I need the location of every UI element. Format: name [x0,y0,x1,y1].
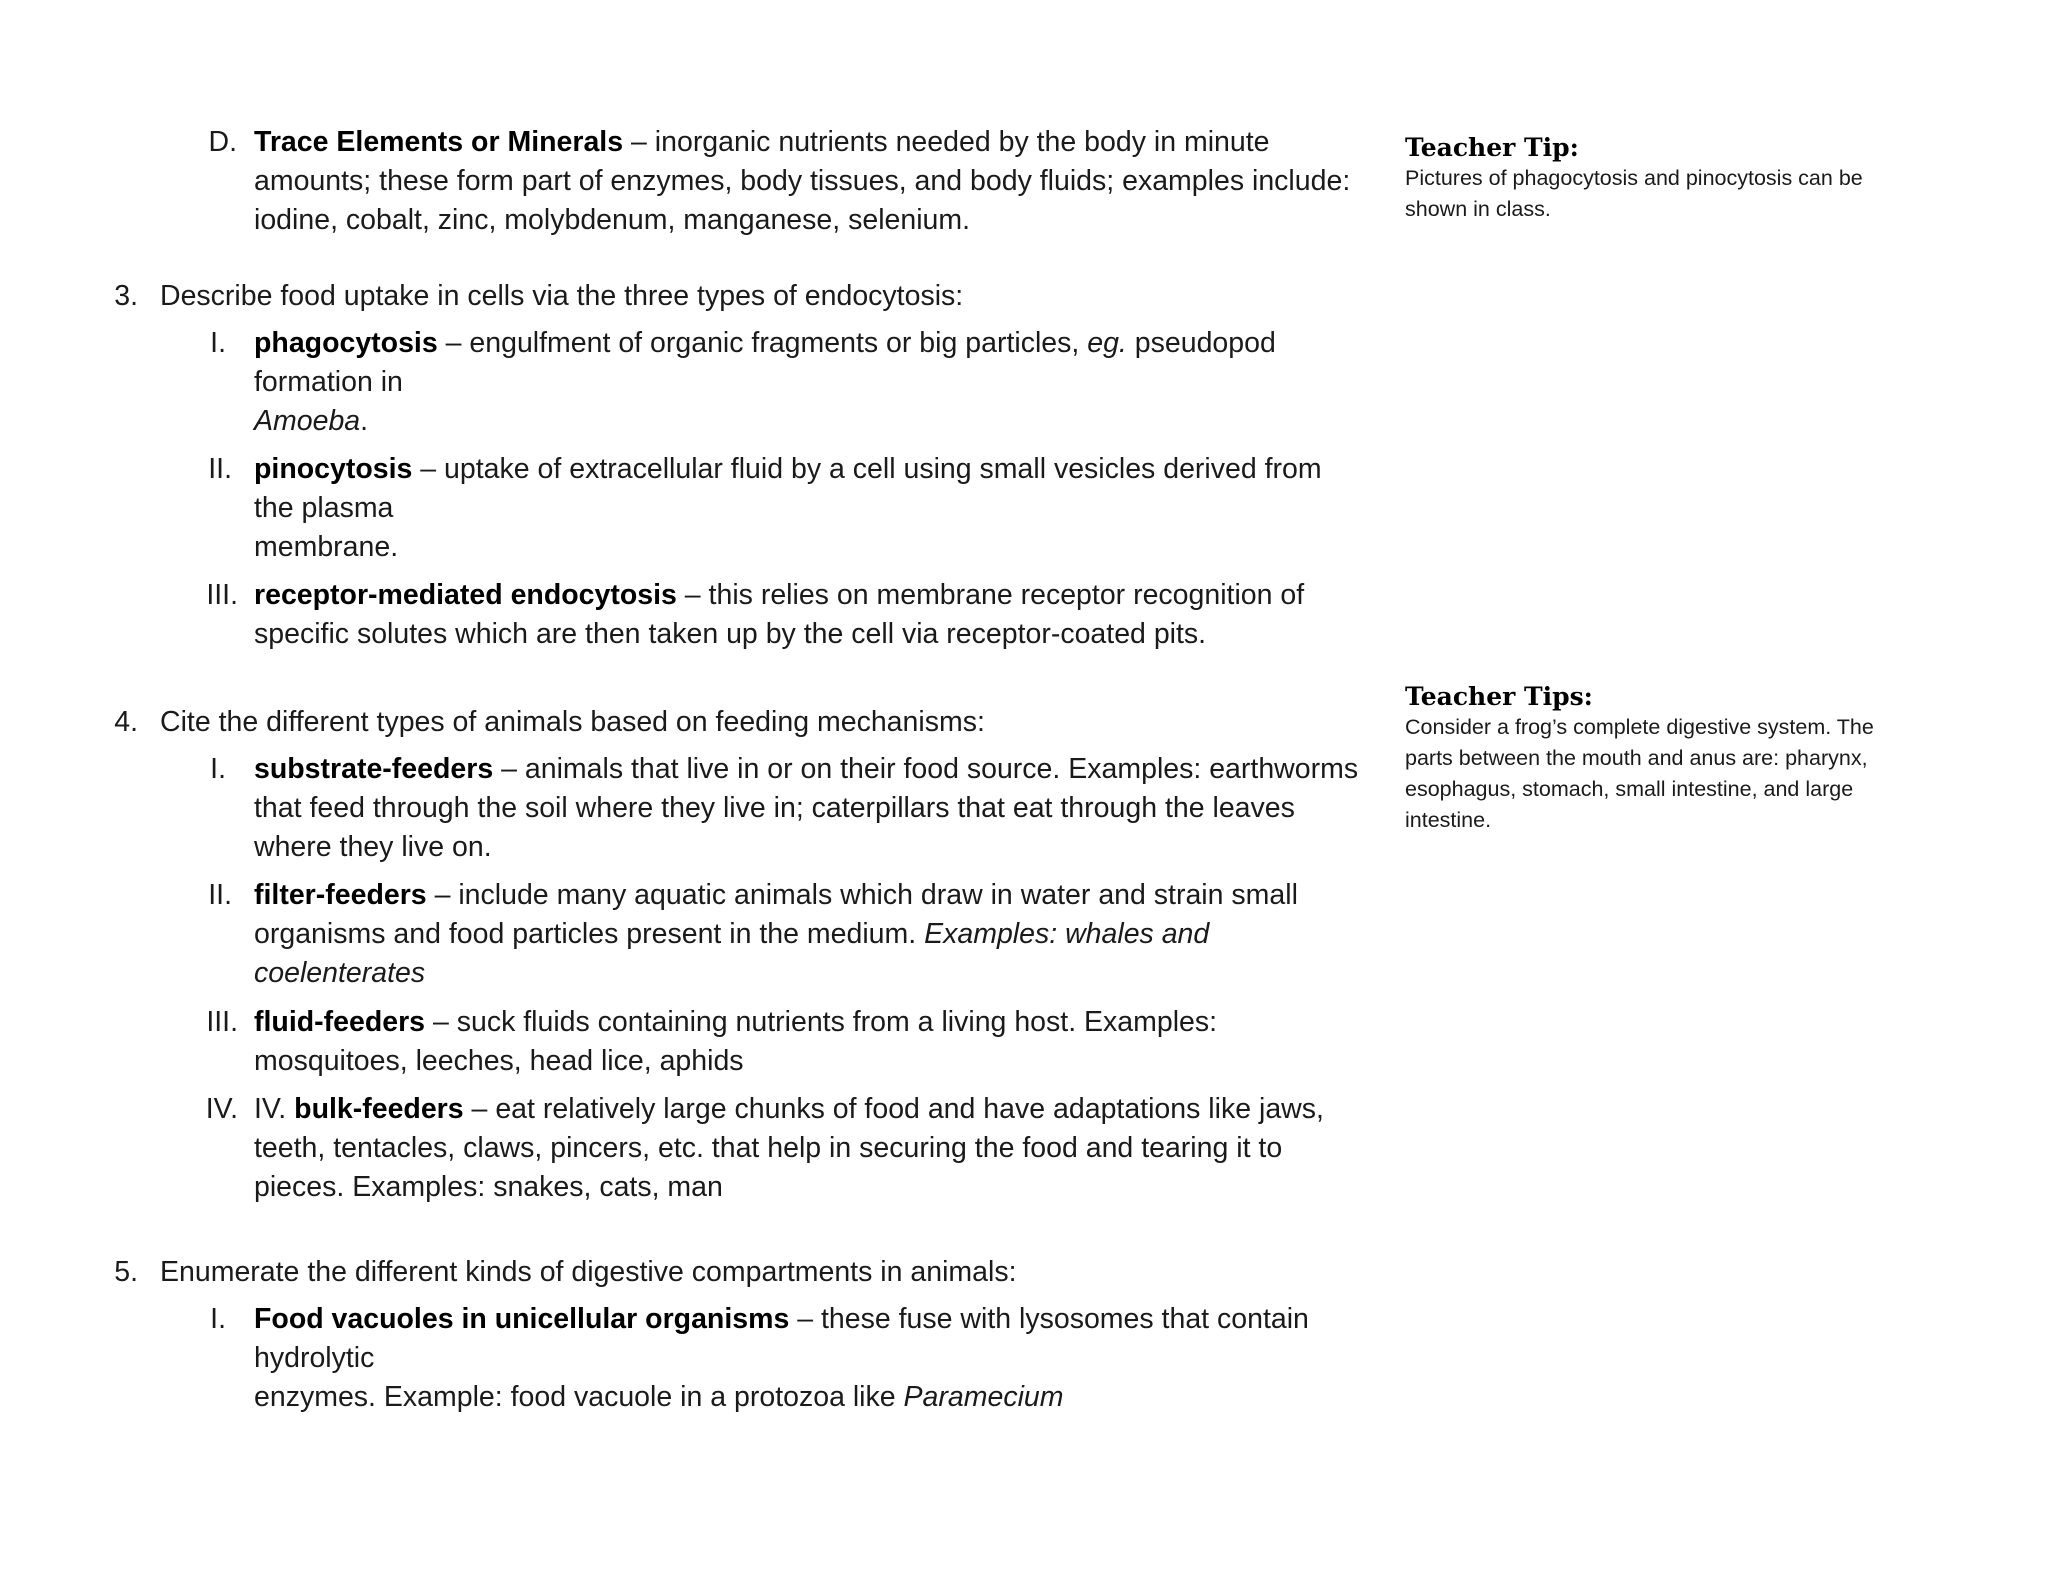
list-marker: 3. [114,280,138,312]
term: substrate-feeders [254,753,494,785]
list-marker: IV. [205,1093,238,1125]
term: receptor-mediated endocytosis [254,579,677,611]
list-marker: I. [210,1303,226,1335]
main-content: D. Trace Elements or Minerals – inorganic nutrients needed by the body in minute amounts; these form part of enzymes, body tissues, and body fluids; examples include: iodine, cobalt, zinc, molybdenum, manganese, selenium. 3. Describe food uptake in cells via the three types of endocytosis: I. phagocytosis – engulfment of organic fragments or big particles, eg. pseudopod formation in Amoeba. II. pinocytosis – uptake of extracellular fluid by a cell using small vesicles derived from the plasma membrane. III. receptor-mediated endocytosis – this relies on membrane receptor recognition of specific solutes which are then taken up by the cell via receptor-coated pits. 4. Cite the different types of animals based on feeding mechanisms: I. substrate-feeders – animals that live in or on their food source. Examples: earthworms that feed through the soil where they live in; caterpillars that eat through the leaves where they live on. II. filter-feeders – include many aquatic animals which draw in water and strain small organisms and food particles present in the medium. Examples: whales and coelenterates III. fluid-feeders – suck fluids containing nutrients from a living host. Examples: mosquitoes, leeches, head lice, aphids IV. IV. bulk-feeders – eat relatively large chunks of food and have adaptations like jaws, teeth, tentacles, claws, pincers, etc. that help in securing the food and tearing it to pieces. Examples: snakes, cats, man 5. Enumerate the different kinds of digestive compartments in animals: I. Food vacuoles in unicellular organisms – these fuse with lysosomes that contain hydrolytic enzymes. Example: food vacuole in a protozoa like Paramecium [0,0,1380,1582]
term: phagocytosis [254,327,438,359]
question-text: Enumerate the different kinds of digestive compartments in animals: [160,1256,1017,1288]
list-marker: I. [210,327,226,359]
teacher-tips-box: Teacher Tips: Consider a frog’s complete digestive system. The parts between the mouth and anus are: pharynx, esophagus, stomach, small intestine, and large intestine. [1405,682,1965,836]
term: Food vacuoles in unicellular organisms [254,1303,790,1335]
list-marker: 5. [114,1256,138,1288]
term: pinocytosis [254,453,413,485]
list-marker: II. [208,879,232,911]
list-marker: D. [208,126,237,158]
list-marker: II. [208,453,232,485]
list-marker: 4. [114,706,138,738]
teacher-tips-sidebar [1405,0,2005,1582]
list-marker: I. [210,753,226,785]
term: bulk-feeders [294,1093,464,1125]
list-marker: III. [206,579,238,611]
teacher-tip-box: Teacher Tip: Pictures of phagocytosis and pinocytosis can be shown in class. [1405,133,1965,225]
term: Trace Elements or Minerals [254,126,624,158]
question-text: Describe food uptake in cells via the three types of endocytosis: [160,280,964,312]
term: filter-feeders [254,879,427,911]
question-text: Cite the different types of animals based on feeding mechanisms: [160,706,985,738]
tip-title: Teacher Tip: [1405,133,1579,162]
list-marker: III. [206,1006,238,1038]
tip-title: Teacher Tips: [1405,682,1593,711]
term: fluid-feeders [254,1006,426,1038]
